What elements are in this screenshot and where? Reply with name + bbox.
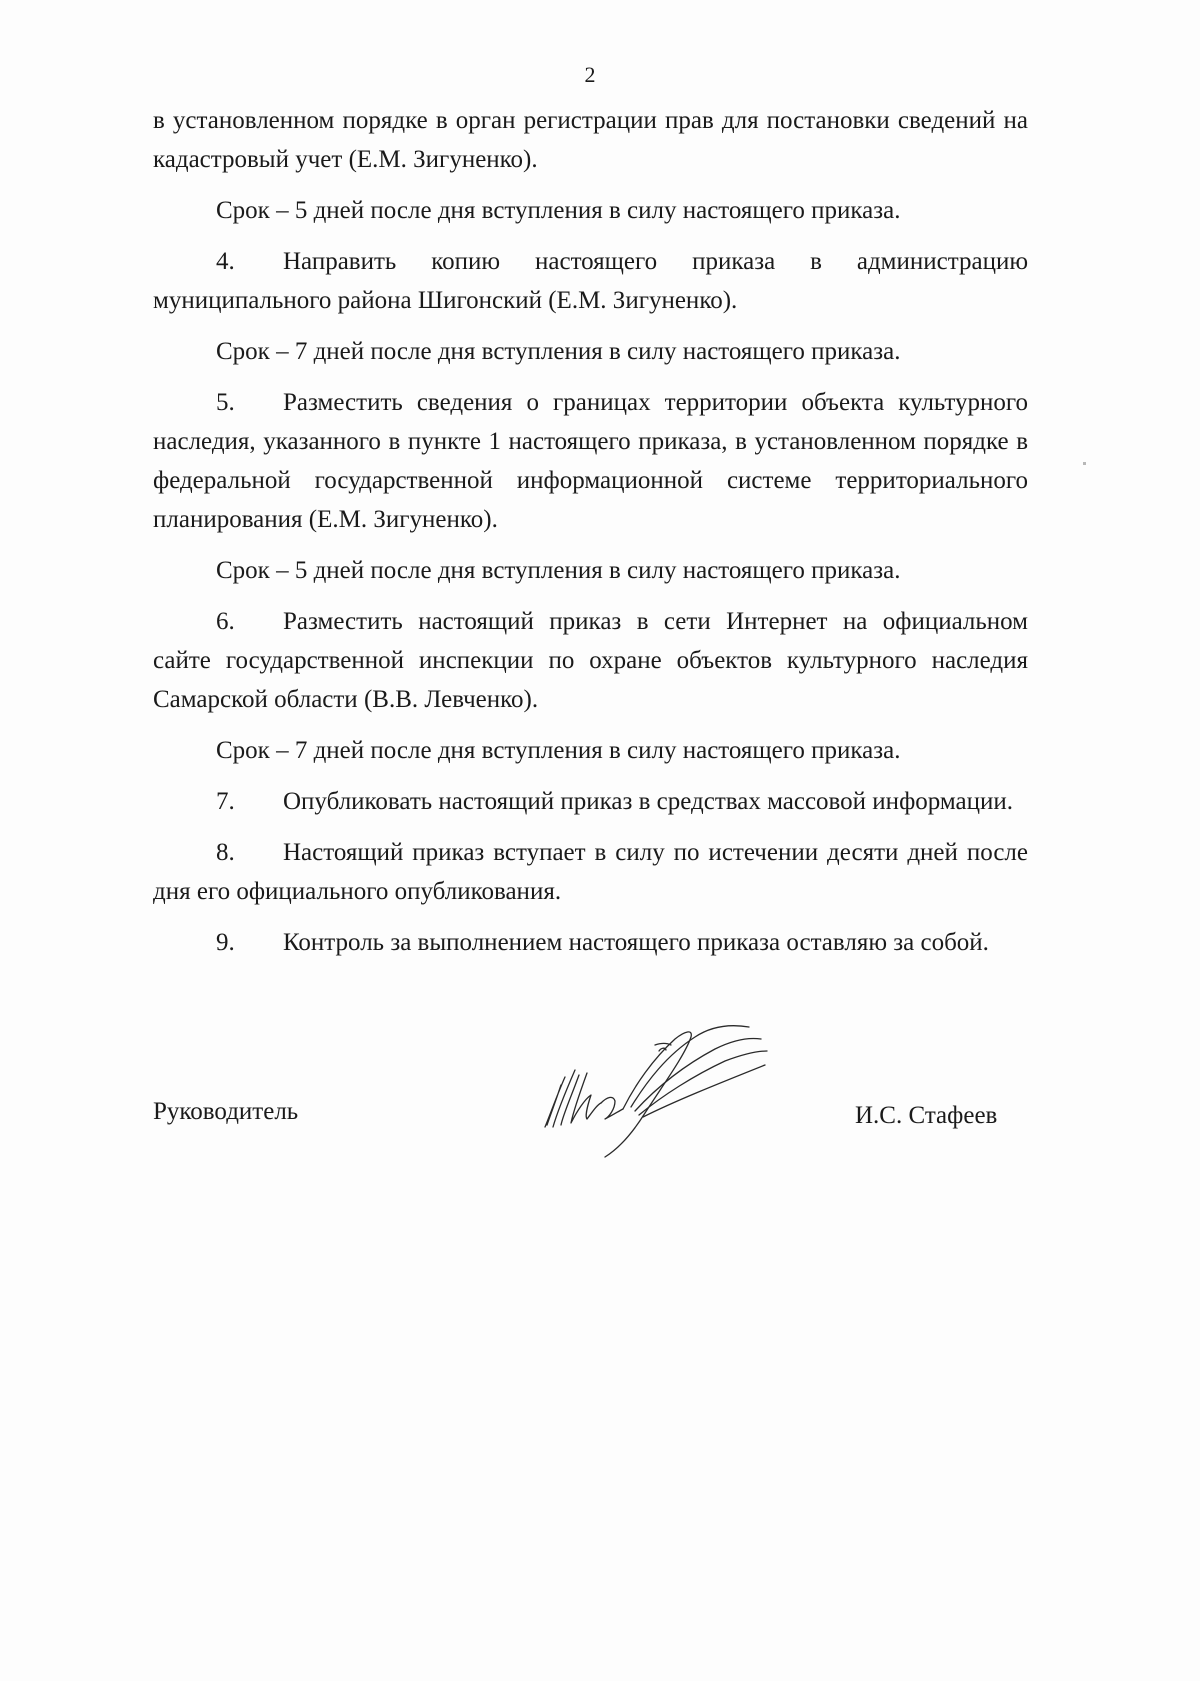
item-paragraph-7 [153,782,1028,821]
item-number: 5. [216,389,235,416]
signer-position: Руководитель [153,1098,299,1125]
item-number: 8. [216,839,235,866]
item-number: 9. [216,929,235,956]
item-paragraph-8 [153,833,1028,911]
handwritten-signature [535,1015,775,1165]
deadline-paragraph: Срок – 5 дней после дня вступления в силу настоящего приказа. [216,197,901,224]
signature-block [0,1010,1200,1180]
scan-speck [1083,462,1086,465]
item-text: Настоящий приказ вступает в силу по истечении десяти дней после дня его официального опубликования. [153,839,1028,905]
paragraph-continuation: в установленном порядке в орган регистрации прав для постановки сведений на кадастровый учет (Е.М. Зигуненко). [153,107,1028,173]
item-text: Разместить сведения о границах территории объекта культурного наследия, указанного в пункте 1 настоящего приказа, в установленном порядке в федеральной государственной информационной системе территориального планирования (Е.М. Зигуненко). [153,389,1028,533]
deadline-paragraph: Срок – 7 дней после дня вступления в силу настоящего приказа. [216,737,901,764]
item-number: 6. [216,608,235,635]
document-body [153,101,1028,962]
item-text: Опубликовать настоящий приказ в средствах массовой информации. [283,788,1014,815]
item-text: Направить копию настоящего приказа в администрацию муниципального района Шигонский (Е.М. Зигуненко). [153,248,1028,314]
item-number: 4. [216,248,235,275]
deadline-paragraph: Срок – 5 дней после дня вступления в силу настоящего приказа. [216,557,901,584]
item-paragraph-5 [153,383,1028,539]
item-text: Разместить настоящий приказ в сети Интернет на официальном сайте государственной инспекции по охране объектов культурного наследия Самарской области (В.В. Левченко). [153,608,1028,713]
item-paragraph-6 [153,602,1028,719]
deadline-paragraph: Срок – 7 дней после дня вступления в силу настоящего приказа. [216,338,901,365]
signer-name: И.С. Стафеев [855,1102,998,1129]
page-number: 2 [584,62,596,87]
item-text: Контроль за выполнением настоящего приказа оставляю за собой. [283,929,989,956]
item-paragraph-4 [153,242,1028,320]
item-number: 7. [216,788,235,815]
item-paragraph-9 [153,923,1028,962]
